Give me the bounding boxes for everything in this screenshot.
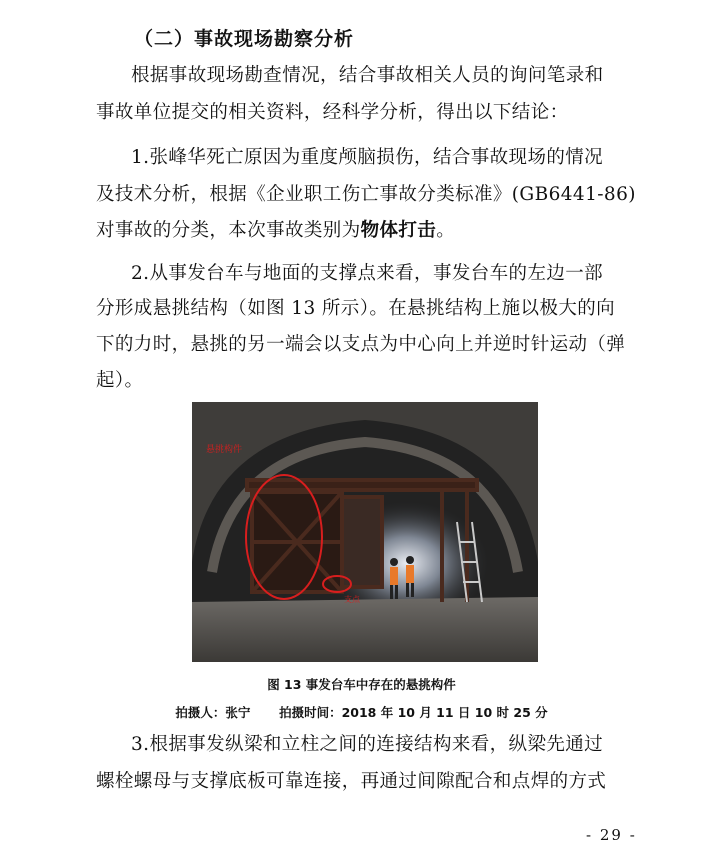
item1-line-2: 及技术分析，根据《企业职工伤亡事故分类标准》(GB6441-86) — [96, 184, 636, 205]
photographer: 拍摄人：张宁 — [175, 705, 251, 720]
overhang-label: 悬挑构件 — [206, 445, 243, 455]
item1-line-3-suffix: 。 — [436, 220, 456, 241]
accident-category: 物体打击 — [360, 220, 437, 241]
figure-caption: 图 13 事发台车中存在的悬挑构件 — [267, 677, 456, 692]
item1-line-3 — [96, 219, 631, 243]
figure-13-photo — [192, 402, 538, 662]
item2-line-2: 分形成悬挑结构（如图 13 所示）。在悬挑结构上施以极大的向 — [96, 298, 616, 319]
photo-time: 拍摄时间：2018 年 10 月 11 日 10 时 25 分 — [279, 705, 548, 720]
item3-line-1: 3.根据事发纵梁和立柱之间的连接结构来看，纵梁先通过 — [131, 734, 604, 755]
item2-line-4: 起）。 — [96, 370, 144, 391]
item3-line-2: 螺栓螺母与支撑底板可靠连接，再通过间隙配合和点焊的方式 — [96, 771, 607, 792]
photo-credit-line — [0, 703, 723, 721]
page-number: - 29 - — [586, 826, 637, 844]
item1-line-3-prefix: 对事故的分类，本次事故类别为 — [96, 220, 361, 241]
item2-line-1: 2.从事发台车与地面的支撑点来看，事发台车的左边一部 — [131, 263, 604, 284]
intro-line-2: 事故单位提交的相关资料，经科学分析，得出以下结论： — [96, 102, 569, 123]
pivot-label: 支点 — [344, 595, 360, 604]
intro-line-1: 根据事故现场勘查情况，结合事故相关人员的询问笔录和 — [131, 65, 604, 86]
item1-line-1: 1.张峰华死亡原因为重度颅脑损伤，结合事故现场的情况 — [131, 147, 604, 168]
item2-line-3: 下的力时，悬挑的另一端会以支点为中心向上并逆时针运动（弹 — [96, 334, 626, 355]
section-heading: （二）事故现场勘察分析 — [134, 28, 355, 50]
